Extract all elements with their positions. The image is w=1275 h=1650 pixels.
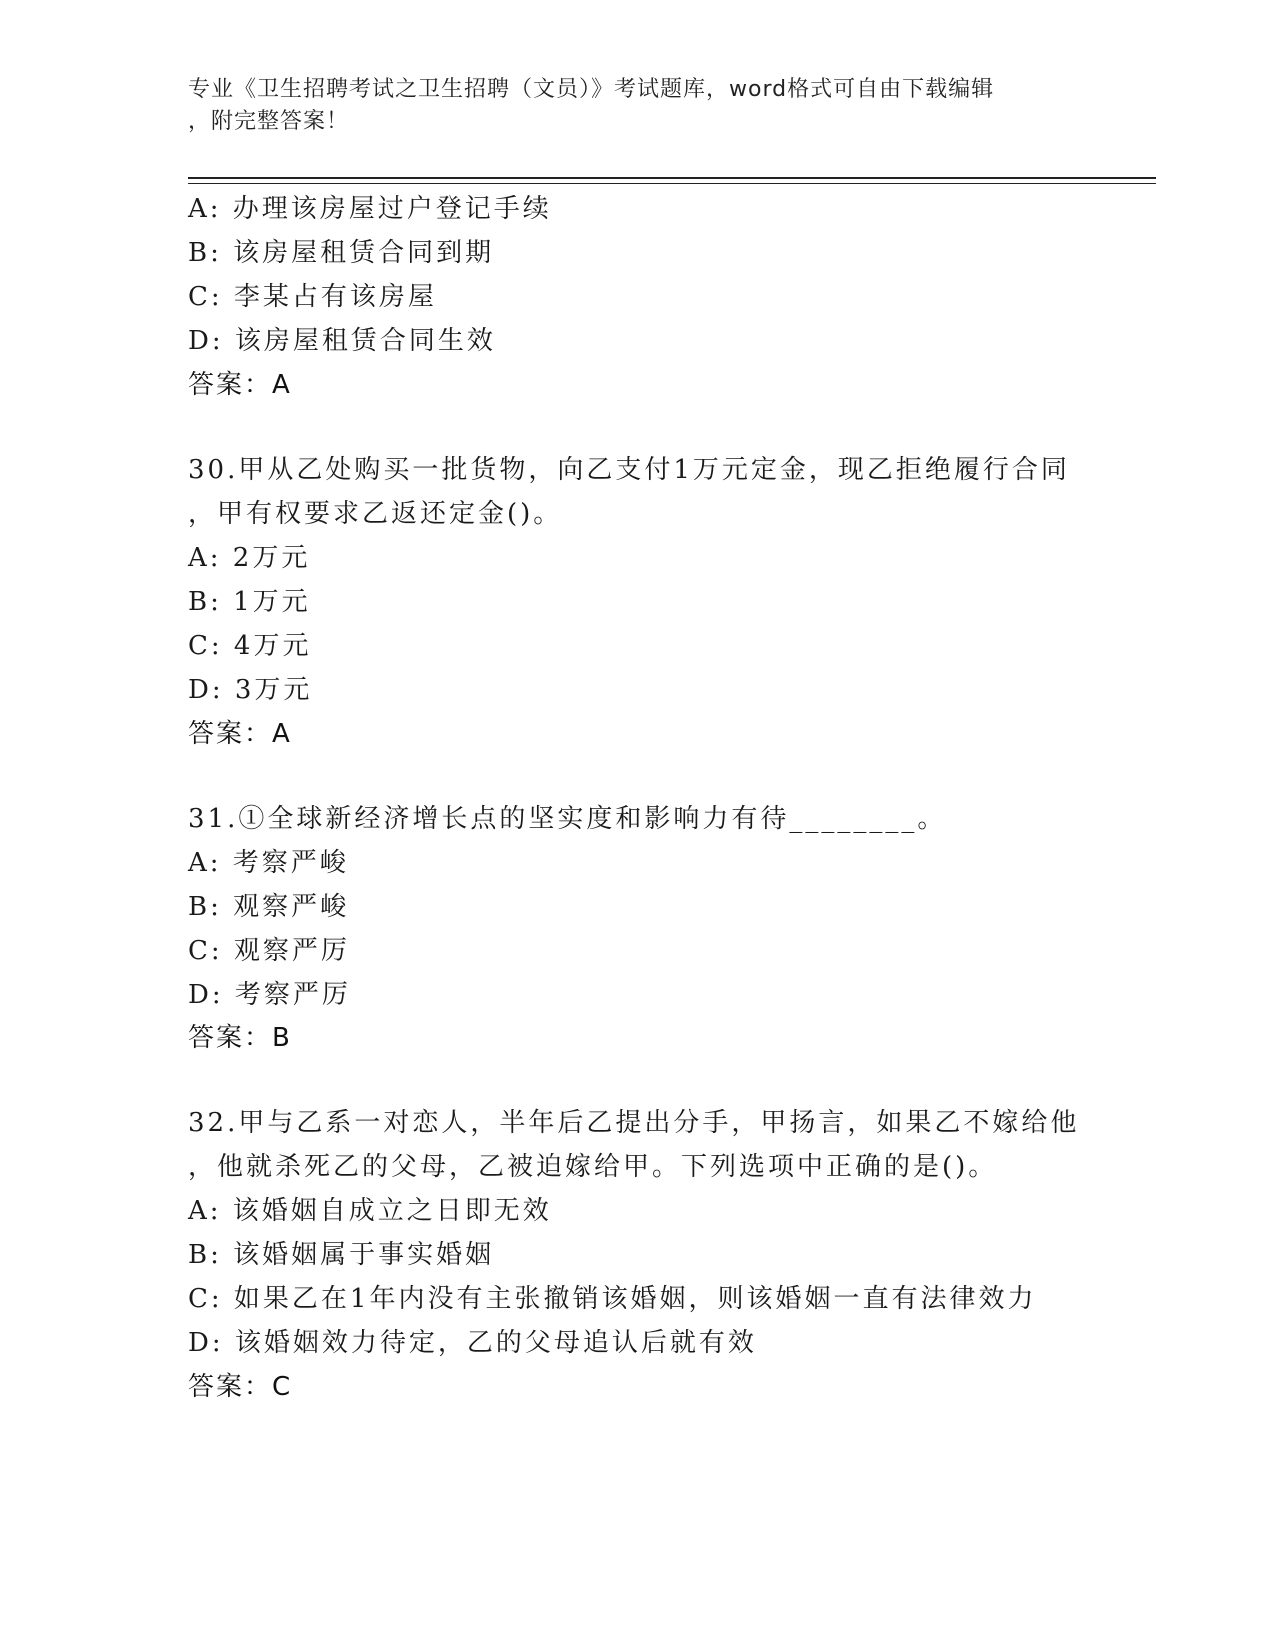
option-c: C: 如果乙在1年内没有主张撤销该婚姻，则该婚姻一直有法律效力 [188, 1284, 1037, 1314]
answer-line: 答案：C [188, 1372, 293, 1402]
question-stem-line-1: 31.①全球新经济增长点的坚实度和影响力有待________。 [188, 804, 947, 834]
header-divider-thin [188, 183, 1156, 184]
answer-line: 答案：A [188, 370, 292, 400]
option-d: D: 考察严厉 [188, 980, 351, 1010]
option-c: C: 4万元 [188, 631, 312, 661]
question-stem-line-2: ，甲有权要求乙返还定金()。 [188, 499, 563, 529]
header-line-1: 专业《卫生招聘考试之卫生招聘（文员）》考试题库，word格式可自由下载编辑 [188, 77, 995, 102]
answer-line: 答案：B [188, 1023, 292, 1053]
question-stem-line-1: 32.甲与乙系一对恋人，半年后乙提出分手，甲扬言，如果乙不嫁给他 [188, 1108, 1080, 1138]
header-divider-thick [188, 177, 1156, 179]
option-b: B: 该房屋租赁合同到期 [188, 238, 495, 268]
question-stem-line-1: 30.甲从乙处购买一批货物，向乙支付1万元定金，现乙拒绝履行合同 [188, 455, 1070, 485]
option-c: C: 观察严厉 [188, 936, 350, 966]
option-c: C: 李某占有该房屋 [188, 282, 437, 312]
option-d: D: 3万元 [188, 675, 313, 705]
option-a: A: 该婚姻自成立之日即无效 [188, 1196, 552, 1226]
option-b: B: 该婚姻属于事实婚姻 [188, 1240, 495, 1270]
option-b: B: 观察严峻 [188, 892, 350, 922]
option-d: D: 该婚姻效力待定，乙的父母追认后就有效 [188, 1328, 757, 1358]
option-d: D: 该房屋租赁合同生效 [188, 326, 496, 356]
answer-line: 答案：A [188, 719, 292, 749]
option-a: A: 办理该房屋过户登记手续 [188, 194, 552, 224]
document-header [188, 74, 1088, 138]
option-a: A: 2万元 [188, 543, 311, 573]
option-b: B: 1万元 [188, 587, 311, 617]
option-a: A: 考察严峻 [188, 848, 349, 878]
header-line-2: ，附完整答案！ [188, 109, 350, 134]
question-stem-line-2: ，他就杀死乙的父母，乙被迫嫁给甲。下列选项中正确的是()。 [188, 1152, 998, 1182]
